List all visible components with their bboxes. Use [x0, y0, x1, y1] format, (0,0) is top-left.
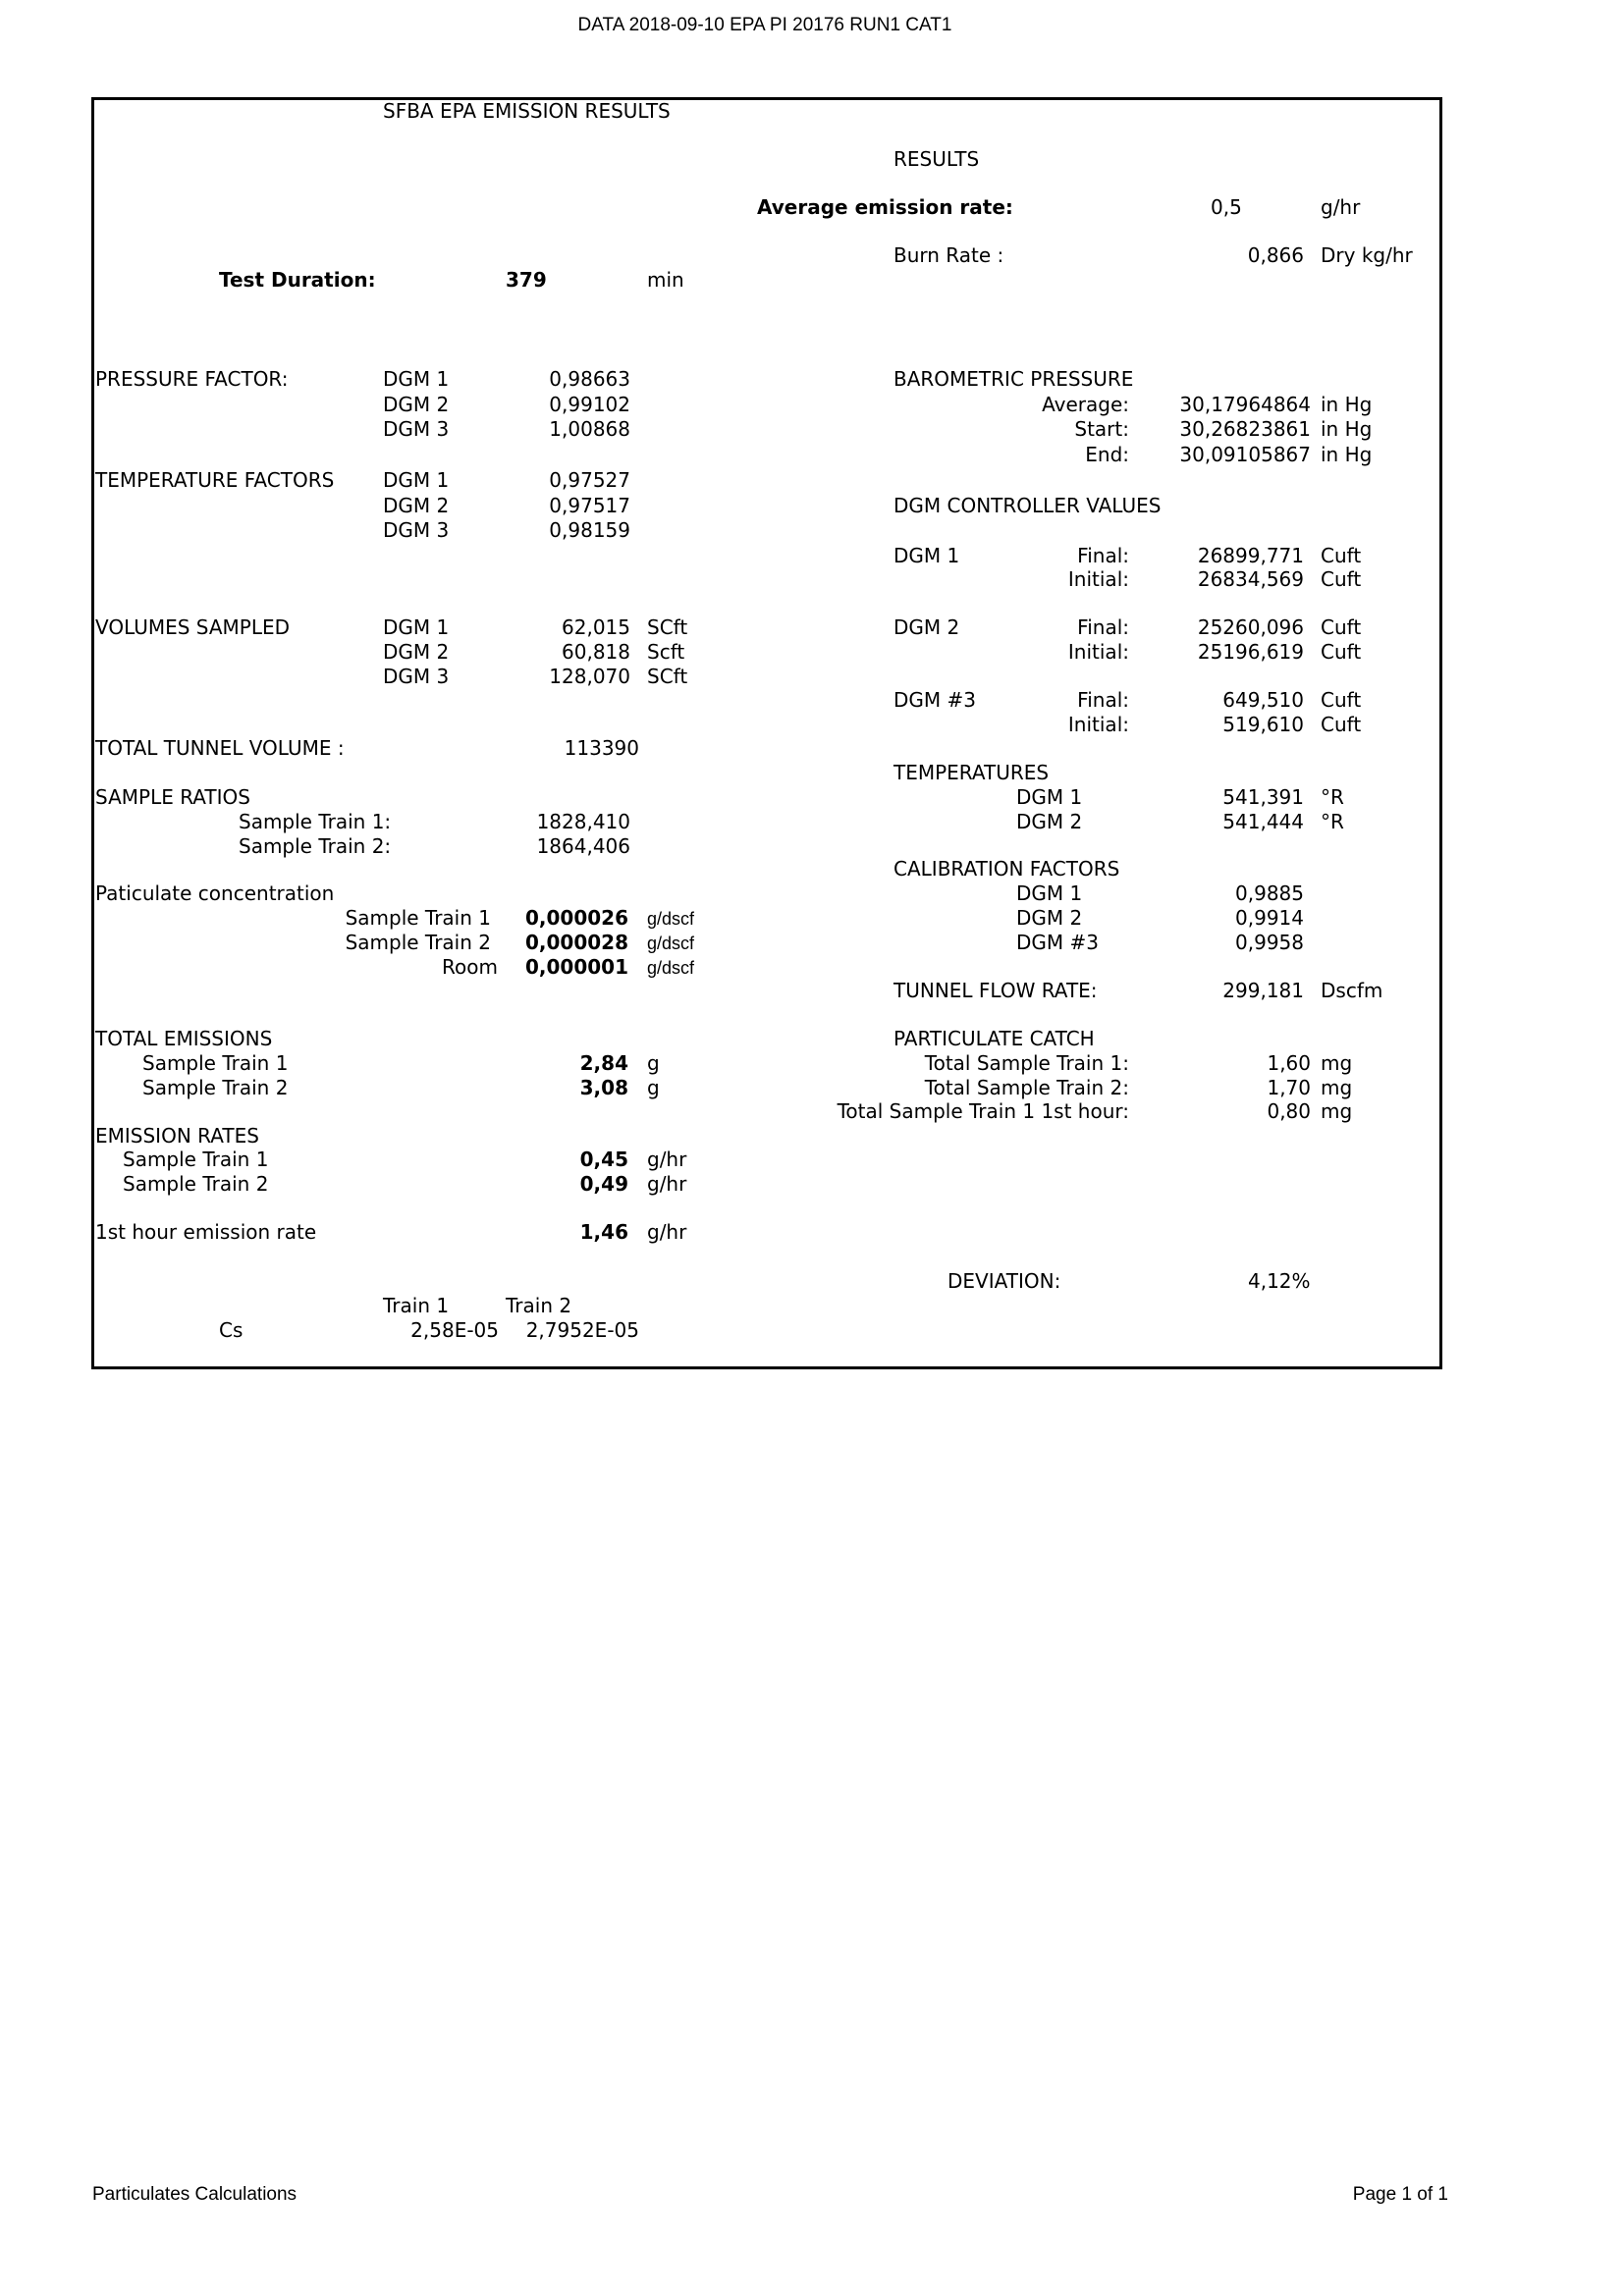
- dgm-controller-label: DGM CONTROLLER VALUES: [893, 494, 1162, 517]
- dgm-initial-label: Initial:: [1067, 567, 1129, 591]
- concentration-value: 0,000001: [524, 955, 628, 979]
- barometric-unit: in Hg: [1321, 443, 1373, 466]
- pressure-factor-name: DGM 2: [383, 393, 450, 416]
- pressure-factor-value: 1,00868: [549, 417, 630, 441]
- calibration-value: 0,9914: [1235, 906, 1304, 930]
- total-emission-value: 3,08: [579, 1076, 628, 1099]
- temperature-factor-name: DGM 3: [383, 518, 450, 542]
- particulate-catch-label: PARTICULATE CATCH: [893, 1027, 1095, 1050]
- avg-emission-value: 0,5: [1211, 195, 1242, 219]
- barometric-name: End:: [1085, 443, 1129, 466]
- dgm-initial-value: 519,610: [1222, 713, 1304, 736]
- emission-rate-value: 0,49: [579, 1172, 628, 1196]
- dgm-final-label: Final:: [1077, 688, 1129, 712]
- catch-unit: mg: [1321, 1051, 1353, 1075]
- catch-unit: mg: [1321, 1076, 1353, 1099]
- barometric-value: 30,26823861: [1179, 417, 1311, 441]
- volumes-sampled-label: VOLUMES SAMPLED: [95, 615, 291, 639]
- temperature-name: DGM 2: [1016, 810, 1083, 833]
- dgm-initial-label: Initial:: [1067, 713, 1129, 736]
- dgm-initial-value: 25196,619: [1197, 640, 1304, 664]
- catch-name: Total Sample Train 2:: [924, 1076, 1129, 1099]
- deviation-label: DEVIATION:: [947, 1269, 1061, 1293]
- temperature-value: 541,444: [1222, 810, 1304, 833]
- catch-unit: mg: [1321, 1099, 1353, 1123]
- dgm-meter-name: DGM 1: [893, 544, 960, 567]
- cs-label: Cs: [219, 1318, 244, 1342]
- tunnel-flow-rate-label: TUNNEL FLOW RATE:: [893, 979, 1098, 1002]
- calibration-value: 0,9885: [1235, 881, 1304, 905]
- dgm-final-label: Final:: [1077, 615, 1129, 639]
- volume-name: DGM 3: [383, 665, 450, 688]
- barometric-value: 30,17964864: [1179, 393, 1311, 416]
- calibration-factors-label: CALIBRATION FACTORS: [893, 857, 1120, 881]
- volume-value: 60,818: [562, 640, 630, 664]
- avg-emission-label: Average emission rate:: [757, 195, 1013, 219]
- volume-unit: SCft: [647, 665, 688, 688]
- sample-ratio-name: Sample Train 2:: [239, 834, 392, 858]
- temperature-factor-value: 0,97527: [549, 468, 630, 492]
- footer-right: Page 1 of 1: [1352, 2184, 1448, 2205]
- concentration-unit: g/dscf: [647, 934, 695, 953]
- dgm-initial-value: 26834,569: [1197, 567, 1304, 591]
- cs-train1-value: 2,58E-05: [410, 1318, 499, 1342]
- sample-ratios-label: SAMPLE RATIOS: [95, 785, 250, 809]
- cs-train1-header: Train 1: [383, 1294, 450, 1317]
- calibration-name: DGM #3: [1016, 931, 1099, 954]
- volume-value: 62,015: [562, 615, 630, 639]
- total-tunnel-volume-label: TOTAL TUNNEL VOLUME :: [95, 736, 345, 760]
- first-hour-label: 1st hour emission rate: [95, 1220, 317, 1244]
- barometric-name: Start:: [1074, 417, 1129, 441]
- temperature-factor-value: 0,98159: [549, 518, 630, 542]
- report-title: SFBA EPA EMISSION RESULTS: [383, 99, 671, 123]
- dgm-unit: Cuft: [1321, 615, 1362, 639]
- temperature-value: 541,391: [1222, 785, 1304, 809]
- volume-unit: Scft: [647, 640, 685, 664]
- catch-name: Total Sample Train 1:: [924, 1051, 1129, 1075]
- temperatures-label: TEMPERATURES: [893, 761, 1050, 784]
- emission-rate-unit: g/hr: [647, 1148, 687, 1171]
- sample-ratio-value: 1828,410: [536, 810, 630, 833]
- barometric-pressure-label: BAROMETRIC PRESSURE: [893, 367, 1134, 391]
- emission-rate-unit: g/hr: [647, 1172, 687, 1196]
- dgm-initial-label: Initial:: [1067, 640, 1129, 664]
- temperature-unit: °R: [1321, 810, 1344, 833]
- cs-train2-value: 2,7952E-05: [525, 1318, 639, 1342]
- concentration-name: Room: [442, 955, 498, 979]
- first-hour-unit: g/hr: [647, 1220, 687, 1244]
- concentration-unit: g/dscf: [647, 958, 695, 978]
- sample-ratio-name: Sample Train 1:: [239, 810, 392, 833]
- concentration-unit: g/dscf: [647, 909, 695, 929]
- dgm-final-value: 25260,096: [1197, 615, 1304, 639]
- dgm-unit: Cuft: [1321, 640, 1362, 664]
- catch-value: 0,80: [1267, 1099, 1311, 1123]
- burn-rate-value: 0,866: [1247, 243, 1304, 267]
- dgm-unit: Cuft: [1321, 713, 1362, 736]
- dgm-final-value: 26899,771: [1197, 544, 1304, 567]
- tunnel-flow-rate-value: 299,181: [1222, 979, 1304, 1002]
- tunnel-flow-rate-unit: Dscfm: [1321, 979, 1383, 1002]
- temperature-name: DGM 1: [1016, 785, 1083, 809]
- dgm-unit: Cuft: [1321, 544, 1362, 567]
- volume-name: DGM 1: [383, 615, 450, 639]
- volume-name: DGM 2: [383, 640, 450, 664]
- temperature-unit: °R: [1321, 785, 1344, 809]
- dgm-unit: Cuft: [1321, 688, 1362, 712]
- dgm-meter-name: DGM #3: [893, 688, 976, 712]
- concentration-value: 0,000028: [524, 931, 628, 954]
- avg-emission-unit: g/hr: [1321, 195, 1361, 219]
- test-duration-value: 379: [506, 268, 547, 292]
- concentration-name: Sample Train 1: [345, 906, 491, 930]
- dgm-final-label: Final:: [1077, 544, 1129, 567]
- particulate-concentration-label: Paticulate concentration: [95, 881, 335, 905]
- temperature-factor-name: DGM 2: [383, 494, 450, 517]
- deviation-value: 4,12%: [1248, 1269, 1311, 1293]
- total-emission-name: Sample Train 2: [142, 1076, 289, 1099]
- test-duration-unit: min: [647, 268, 684, 292]
- barometric-name: Average:: [1042, 393, 1129, 416]
- dgm-final-value: 649,510: [1222, 688, 1304, 712]
- results-heading: RESULTS: [893, 147, 980, 171]
- concentration-name: Sample Train 2: [345, 931, 491, 954]
- total-tunnel-volume-value: 113390: [564, 736, 639, 760]
- temperature-factors-label: TEMPERATURE FACTORS: [95, 468, 335, 492]
- volume-value: 128,070: [549, 665, 630, 688]
- emission-rate-value: 0,45: [579, 1148, 628, 1171]
- pressure-factor-value: 0,99102: [549, 393, 630, 416]
- pressure-factor-name: DGM 1: [383, 367, 450, 391]
- pressure-factor-label: PRESSURE FACTOR:: [95, 367, 289, 391]
- total-emission-name: Sample Train 1: [142, 1051, 289, 1075]
- sample-ratio-value: 1864,406: [536, 834, 630, 858]
- pressure-factor-name: DGM 3: [383, 417, 450, 441]
- concentration-value: 0,000026: [524, 906, 628, 930]
- emission-rate-name: Sample Train 2: [123, 1172, 269, 1196]
- calibration-value: 0,9958: [1235, 931, 1304, 954]
- catch-name: Total Sample Train 1 1st hour:: [837, 1099, 1129, 1123]
- dgm-unit: Cuft: [1321, 567, 1362, 591]
- pressure-factor-value: 0,98663: [549, 367, 630, 391]
- calibration-name: DGM 1: [1016, 881, 1083, 905]
- calibration-name: DGM 2: [1016, 906, 1083, 930]
- barometric-unit: in Hg: [1321, 393, 1373, 416]
- emission-rate-name: Sample Train 1: [123, 1148, 269, 1171]
- barometric-unit: in Hg: [1321, 417, 1373, 441]
- emission-rates-label: EMISSION RATES: [95, 1124, 259, 1148]
- burn-rate-unit: Dry kg/hr: [1321, 243, 1413, 267]
- page-header: DATA 2018-09-10 EPA PI 20176 RUN1 CAT1: [577, 15, 952, 35]
- first-hour-value: 1,46: [579, 1220, 628, 1244]
- total-emission-value: 2,84: [579, 1051, 628, 1075]
- test-duration-label: Test Duration:: [219, 268, 376, 292]
- dgm-meter-name: DGM 2: [893, 615, 960, 639]
- footer-left: Particulates Calculations: [92, 2184, 298, 2205]
- temperature-factor-name: DGM 1: [383, 468, 450, 492]
- temperature-factor-value: 0,97517: [549, 494, 630, 517]
- catch-value: 1,70: [1267, 1076, 1311, 1099]
- burn-rate-label: Burn Rate :: [893, 243, 1004, 267]
- barometric-value: 30,09105867: [1179, 443, 1311, 466]
- cs-train2-header: Train 2: [506, 1294, 572, 1317]
- volume-unit: SCft: [647, 615, 688, 639]
- total-emission-unit: g: [647, 1076, 660, 1099]
- total-emission-unit: g: [647, 1051, 660, 1075]
- total-emissions-label: TOTAL EMISSIONS: [95, 1027, 273, 1050]
- catch-value: 1,60: [1267, 1051, 1311, 1075]
